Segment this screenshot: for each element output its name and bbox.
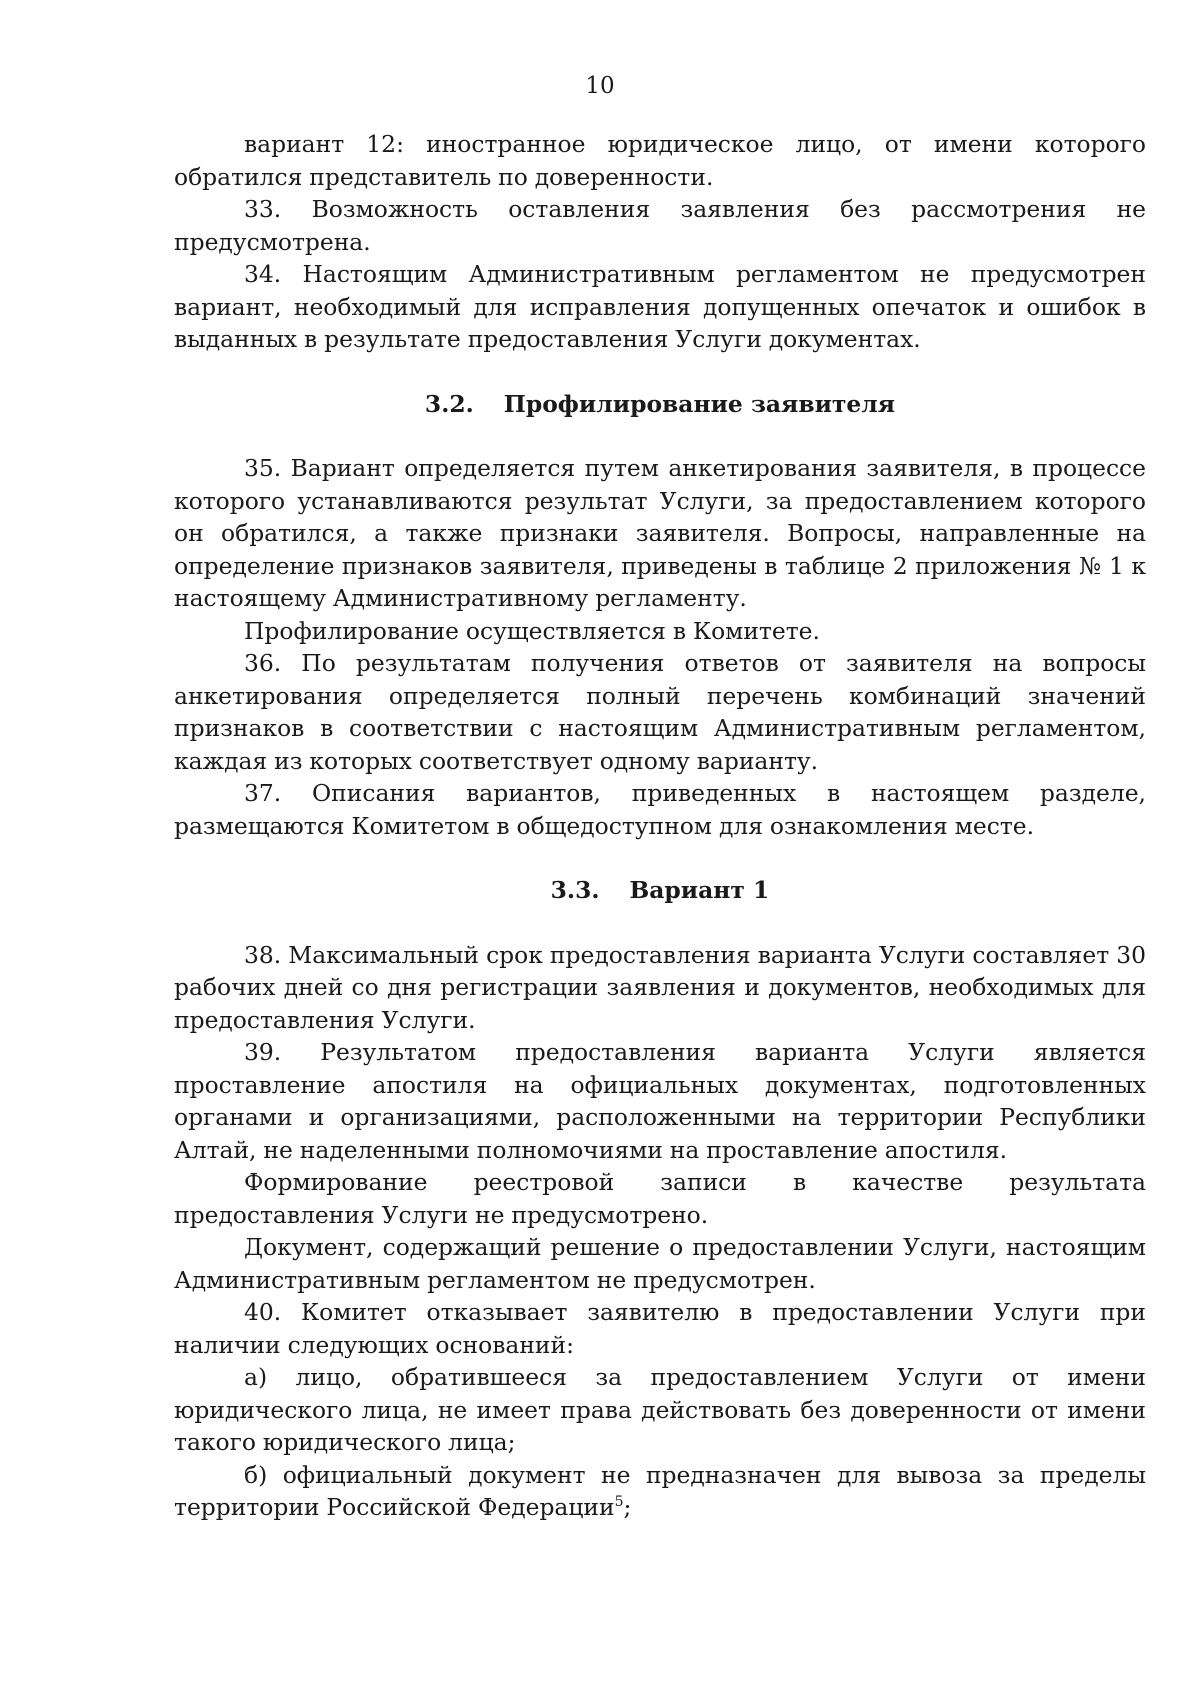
- list-item-b: [174, 1459, 1146, 1524]
- paragraph-36: 36. По результатам получения ответов от заявителя на вопросы анкетирования определяется полный перечень комбинаций значений признаков в соответствии с настоящим Административным регламентом, каждая из которых соответствует одному варианту.: [174, 649, 1146, 775]
- section-heading-3-2: [174, 388, 1146, 421]
- section-number: 3.3.: [550, 876, 600, 904]
- list-item-b-end: ;: [623, 1493, 632, 1521]
- paragraph-37: 37. Описания вариантов, приведенных в настоящем разделе, размещаются Комитетом в общедоступном для ознакомления месте.: [174, 779, 1146, 840]
- section-title: Вариант 1: [629, 876, 770, 904]
- page-number: 10: [585, 73, 615, 99]
- paragraph-38: 38. Максимальный срок предоставления варианта Услуги составляет 30 рабочих дней со дня регистрации заявления и документов, необходимых для предоставления Услуги.: [174, 940, 1146, 1034]
- paragraph-39: 39. Результатом предоставления варианта Услуги является проставление апостиля на официальных документах, подготовленных органами и организациями, расположенными на территории Республики Алтай, не наделенными полномочиями на проставление апостиля.: [174, 1038, 1146, 1164]
- paragraph-33: 33. Возможность оставления заявления без рассмотрения не предусмотрена.: [174, 195, 1146, 256]
- paragraph-variant-12: вариант 12: иностранное юридическое лицо, от имени которого обратился представитель по доверенности.: [174, 130, 1146, 191]
- spacer: [174, 842, 1146, 874]
- footnote-reference[interactable]: 5: [614, 1494, 624, 1510]
- list-item-a: а) лицо, обратившееся за предоставлением Услуги от имени юридического лица, не имеет права действовать без доверенности от имени такого юридического лица;: [174, 1363, 1146, 1456]
- document-body: [174, 128, 1146, 1524]
- list-item-b-text: б) официальный документ не предназначен для вывоза за пределы территории Российской Федерации: [174, 1460, 1146, 1521]
- section-number: 3.2.: [424, 389, 474, 418]
- paragraph-34: 34. Настоящим Административным регламентом не предусмотрен вариант, необходимый для исправления допущенных опечаток и ошибок в выданных в результате предоставления Услуги документах.: [174, 260, 1146, 353]
- spacer: [174, 420, 1146, 452]
- section-title: Профилирование заявителя: [503, 389, 896, 418]
- paragraph-registry: Формирование реестровой записи в качестве результата предоставления Услуги не предусмотрено.: [174, 1168, 1146, 1229]
- paragraph-decision-document: Документ, содержащий решение о предоставлении Услуги, настоящим Административным регламентом не предусмотрен.: [174, 1233, 1146, 1294]
- section-heading-3-3: [174, 874, 1146, 907]
- paragraph-40: 40. Комитет отказывает заявителю в предоставлении Услуги при наличии следующих оснований:: [174, 1298, 1146, 1359]
- spacer: [174, 356, 1146, 388]
- spacer: [174, 907, 1146, 939]
- paragraph-35: 35. Вариант определяется путем анкетирования заявителя, в процессе которого устанавливаются результат Услуги, за предоставлением которого он обратился, а также признаки заявителя. Вопросы, направленные на определение признаков заявителя, приведены в таблице 2 приложения № 1 к настоящему Административному регламенту.: [174, 454, 1146, 612]
- paragraph-profiling: Профилирование осуществляется в Комитете.: [244, 616, 820, 645]
